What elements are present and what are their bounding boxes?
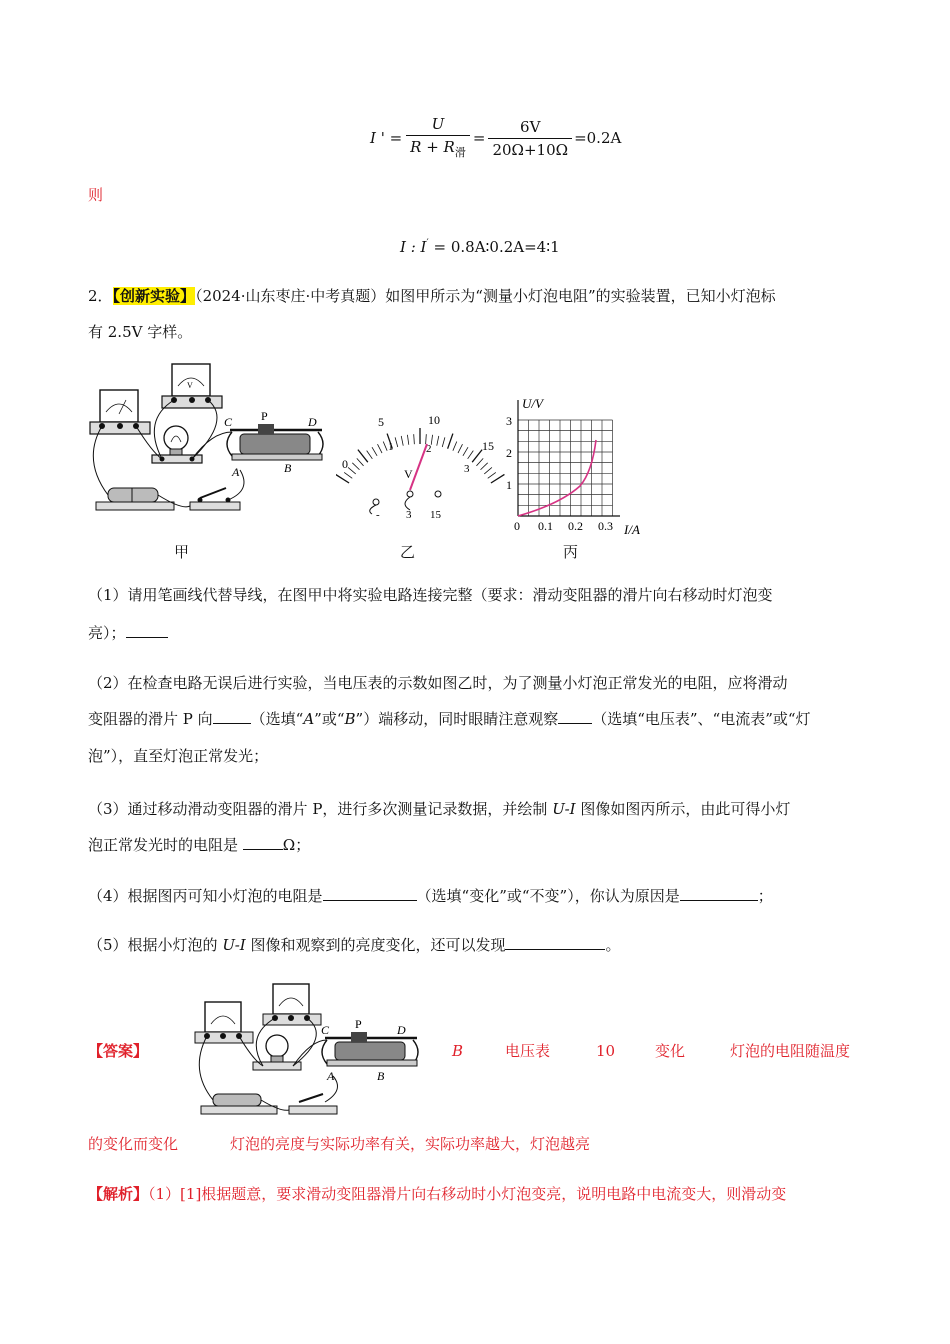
battery-icon xyxy=(96,488,174,510)
formula-eq: = xyxy=(472,129,486,147)
meter-terminal-15 xyxy=(435,491,441,497)
graph-x-03: 0.3 xyxy=(598,519,613,533)
denominator-r xyxy=(406,136,470,164)
meter-tick-mark xyxy=(481,463,488,470)
question-intro-line1 xyxy=(88,281,776,311)
numerator-u: U xyxy=(406,113,470,136)
sub3-line2 xyxy=(88,830,310,860)
meter-tick-mark xyxy=(442,437,445,447)
sub1-answer-blank[interactable] xyxy=(126,621,168,638)
sub5-d: 。 xyxy=(605,936,621,954)
sub4-a: （4）根据图丙可知小灯泡的电阻是 xyxy=(88,887,323,905)
figure-voltmeter-yi xyxy=(336,410,506,525)
answer-5-line1: 灯泡的电阻随温度 xyxy=(730,1042,851,1060)
analysis-text: （1）[1]根据题意，要求滑动变阻器滑片向右移动时小灯泡变亮，说明电路中电流变大，则滑动变 xyxy=(148,1185,787,1203)
switch-icon xyxy=(190,488,240,510)
meter-unit-v: V xyxy=(404,467,413,481)
denominator-sub: 滑 xyxy=(454,145,466,159)
fraction-u-over-r xyxy=(406,113,470,164)
graph-x-01: 0.1 xyxy=(538,519,553,533)
sub2-line3: 泡”），直至灯泡正常发光； xyxy=(88,747,269,765)
fraction-values xyxy=(488,116,572,161)
meter-tick-mark xyxy=(395,437,398,447)
sub2-line2 xyxy=(88,704,811,734)
answer-tag: 【答案】 xyxy=(88,1042,149,1060)
rheostat-c-label: C xyxy=(224,415,233,429)
sub2-line2f: ”）端移动，同时眼睛注意观察 xyxy=(355,710,559,728)
meter-tick-mark xyxy=(367,451,373,459)
question-tag: 【创新实验】 xyxy=(112,287,196,305)
meter-tick-15: 15 xyxy=(482,439,494,453)
sub2-line2d: ”或“ xyxy=(314,710,345,728)
meter-tick-mark xyxy=(357,458,364,465)
meter-tick-mark xyxy=(448,434,453,449)
graph-grid xyxy=(518,420,613,516)
answer-switch-icon xyxy=(289,1094,337,1114)
sub1-line1: （1）请用笔画线代替导线，在图甲中将实验电路连接完整（要求：滑动变阻器的滑片向右移动时灯泡变 xyxy=(88,586,773,604)
sub3-line1b: U-I xyxy=(552,800,576,818)
sub1-line2 xyxy=(88,618,168,648)
answer-battery-icon xyxy=(201,1094,277,1114)
sub3-line1 xyxy=(88,794,790,824)
meter-tick-mark xyxy=(358,450,368,463)
meter-label-3: 3 xyxy=(406,509,412,521)
meter-tick-mark xyxy=(348,467,356,473)
then-label: 则 xyxy=(88,186,104,204)
sub2-line2c: A xyxy=(303,710,315,728)
denominator-r-text: R + R xyxy=(410,137,455,156)
formula-ratio xyxy=(400,232,560,259)
meter-inner-1: 1 xyxy=(388,441,394,453)
sub3-blank-resistance[interactable] xyxy=(243,833,283,850)
answer-2: 电压表 xyxy=(505,1042,551,1060)
sub4-blank-change[interactable] xyxy=(323,884,417,901)
ratio-rhs: = 0.8A∶0.2A=4∶1 xyxy=(428,238,560,256)
question-number: 2． xyxy=(88,287,113,305)
meter-tick-mark xyxy=(484,467,492,473)
graph-ylabel: U/V xyxy=(522,396,543,411)
sub4-line xyxy=(88,881,773,911)
sub5-b: U-I xyxy=(222,936,246,954)
meter-scale-ticks xyxy=(336,428,504,483)
sub3-line2b: Ω； xyxy=(282,836,311,854)
meter-tick-5: 5 xyxy=(378,415,384,429)
sub1-line2-text: 亮）； xyxy=(88,624,126,642)
sub5-blank-finding[interactable] xyxy=(505,933,605,950)
sub4-b: （选填“变化”或“不变”），你认为原因是 xyxy=(416,887,680,905)
meter-tick-mark xyxy=(437,436,439,446)
meter-terminal-3 xyxy=(407,491,413,497)
ammeter-icon xyxy=(90,390,150,434)
answer-rheostat-b: B xyxy=(377,1069,385,1083)
answer-4: 变化 xyxy=(655,1042,686,1060)
sub2-blank-observe[interactable] xyxy=(558,707,592,724)
analysis-line xyxy=(88,1179,786,1209)
graph-xlabel: I/A xyxy=(624,522,640,537)
graph-x-02: 0.2 xyxy=(568,519,583,533)
question-intro-text: （2024·山东枣庄·中考真题）如图甲所示为“测量小灯泡电阻”的实验装置，已知小灯泡标 xyxy=(195,287,776,305)
meter-tick-mark xyxy=(472,450,482,463)
answer-3: 10 xyxy=(596,1042,616,1060)
figure-circuit-jia xyxy=(82,360,332,520)
formula-result: =0.2A xyxy=(574,129,622,147)
answer-circuit-figure xyxy=(185,980,435,1120)
meter-tick-mark xyxy=(407,435,408,445)
meter-inner-3: 3 xyxy=(464,463,470,475)
figure-bing-label: 丙 xyxy=(563,543,579,561)
meter-terminal-neg xyxy=(373,499,379,505)
ratio-prime: ′ xyxy=(426,238,429,249)
graph-curve xyxy=(518,440,596,516)
meter-tick-mark xyxy=(383,441,387,450)
numerator-6v: 6V xyxy=(488,116,572,139)
meter-tick-10: 10 xyxy=(428,413,440,427)
graph-x-0: 0 xyxy=(514,519,520,533)
meter-tick-mark xyxy=(488,472,496,478)
meter-tick-mark xyxy=(344,472,352,478)
figure-yi-label: 乙 xyxy=(400,543,416,561)
answer-rheostat-icon xyxy=(321,1017,418,1083)
sub2-blank-direction[interactable] xyxy=(213,707,251,724)
answer-rheostat-c: C xyxy=(321,1023,330,1037)
meter-tick-mark xyxy=(414,434,415,444)
meter-tick-mark xyxy=(336,474,349,483)
answer-ammeter-icon xyxy=(195,1002,253,1043)
answer-1: B xyxy=(452,1042,464,1060)
sub5-a: （5）根据小灯泡的 xyxy=(88,936,223,954)
meter-tick-mark xyxy=(401,436,403,446)
sub3-line1c: 图像如图丙所示，由此可得小灯 xyxy=(575,800,791,818)
sub2-line1: （2）在检查电路无误后进行实验，当电压表的示数如图乙时，为了测量小灯泡正常发光的电阻，应将滑动 xyxy=(88,674,788,692)
graph-y-1: 1 xyxy=(506,478,512,492)
ratio-lhs: I : I xyxy=(400,238,427,256)
voltmeter-v-label: V xyxy=(187,381,193,390)
meter-tick-mark xyxy=(453,441,457,450)
sub2-line2b: （选填“ xyxy=(250,710,304,728)
meter-tick-mark xyxy=(468,451,474,459)
sub2-line2g: （选填“电压表”、“电流表”或“灯 xyxy=(592,710,811,728)
sub4-c: ； xyxy=(757,887,773,905)
denominator-ohms: 20Ω+10Ω xyxy=(492,140,569,159)
meter-tick-mark xyxy=(378,444,383,453)
sub3-line2a: 泡正常发光时的电阻是 xyxy=(88,836,243,854)
rheostat-icon xyxy=(224,409,323,479)
meter-tick-0: 0 xyxy=(342,457,348,471)
meter-label-15: 15 xyxy=(430,509,441,521)
graph-y-2: 2 xyxy=(506,446,512,460)
sub5-line xyxy=(88,930,620,960)
graph-y-3: 3 xyxy=(506,414,512,428)
sub4-blank-reason[interactable] xyxy=(680,884,758,901)
meter-tick-mark xyxy=(352,463,359,470)
figure-ui-graph-bing xyxy=(500,394,660,539)
answer-rheostat-p: P xyxy=(355,1017,362,1031)
formula-lhs: I ' = xyxy=(370,129,403,147)
formula-current-prime xyxy=(370,112,621,164)
figure-jia-label: 甲 xyxy=(174,543,190,561)
answer-5-line2: 的变化而变化 xyxy=(88,1135,179,1153)
sub5-c: 图像和观察到的亮度变化，还可以发现 xyxy=(245,936,506,954)
rheostat-b-label: B xyxy=(284,461,292,475)
answer-voltmeter-icon xyxy=(263,984,321,1025)
answer-6: 灯泡的亮度与实际功率有关，实际功率越大，灯泡越亮 xyxy=(230,1135,591,1153)
answer-rheostat-d: D xyxy=(397,1023,406,1037)
meter-inner-2: 2 xyxy=(426,443,432,455)
meter-tick-mark xyxy=(458,444,463,453)
rheostat-p-label: P xyxy=(261,409,268,423)
question-intro-line2: 有 2.5V 字样。 xyxy=(88,323,193,341)
meter-label-neg: - xyxy=(376,509,380,521)
sub3-line1a: （3）通过移动滑动变阻器的滑片 P，进行多次测量记录数据，并绘制 xyxy=(88,800,553,818)
rheostat-a-label: A xyxy=(232,465,240,479)
rheostat-d-label: D xyxy=(308,415,317,429)
meter-tick-mark xyxy=(463,447,468,456)
sub2-line2a: 变阻器的滑片 P 向 xyxy=(88,710,213,728)
analysis-tag: 【解析】 xyxy=(88,1185,149,1203)
sub2-line2e: B xyxy=(344,710,356,728)
meter-tick-mark xyxy=(372,447,377,456)
answer-rheostat-a: A xyxy=(327,1069,335,1083)
meter-tick-mark xyxy=(476,458,483,465)
